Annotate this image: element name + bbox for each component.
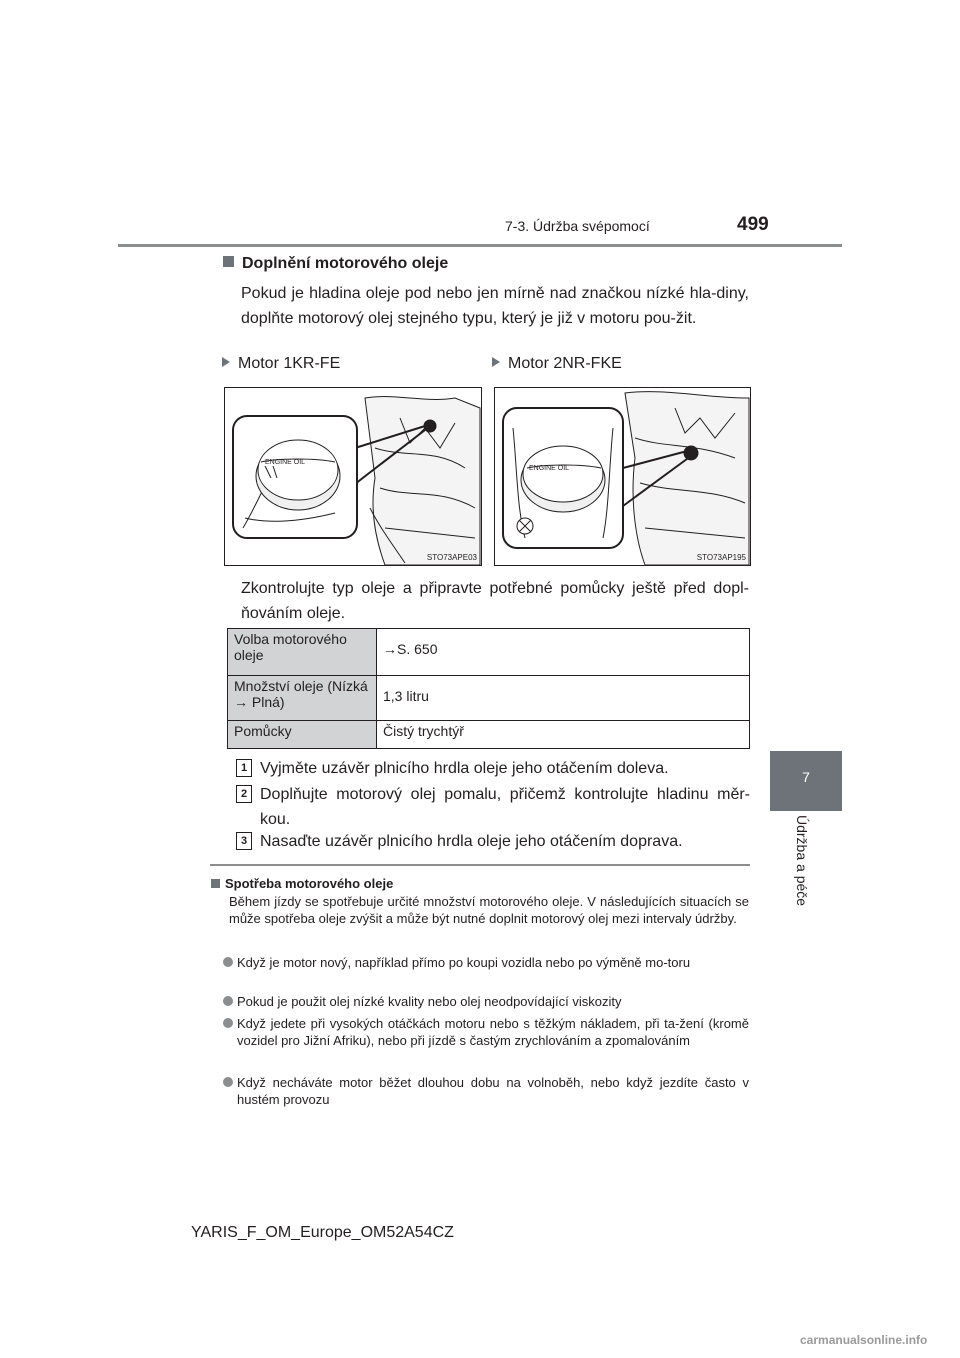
table-cell-value: →S. 650: [377, 629, 750, 676]
triangle-bullet-icon: [222, 357, 230, 367]
page-number: 499: [737, 214, 769, 235]
engine-figure-right: [494, 387, 751, 566]
engine-bay-illustration: [495, 388, 750, 565]
intro-paragraph: Pokud je hladina oleje pod nebo jen mírně nad značkou nízké hla-diny, doplňte motorový olej stejného typu, který je již v motoru pou-žit.: [241, 285, 749, 327]
section-heading: [223, 255, 448, 273]
table-cell-label: Volba motorového oleje: [228, 629, 377, 676]
section-title: 7-3. Údržba svépomocí: [505, 218, 650, 234]
list-item-text: Když jedete při vysokých otáčkách motoru nebo s těžkým nákladem, při ta-žení (kromě vozidel pro Jižní Afriku), nebo při jízdě s častým zrychlováním a zpomalováním: [237, 1016, 749, 1048]
table-cell-label: Pomůcky: [228, 721, 377, 749]
engine-label-left-text: Motor 1KR-FE: [238, 355, 341, 372]
step-text: Vyjměte uzávěr plnicího hrdla oleje jeho otáčením doleva.: [260, 760, 669, 777]
step-number: 3: [236, 832, 252, 850]
bullet-dot-icon: [223, 1077, 233, 1087]
chapter-title: Údržba a péče: [794, 815, 810, 907]
watermark: carmanualsonline.info: [800, 1333, 928, 1347]
list-item-text: Pokud je použit olej nízké kvality nebo olej neodpovídající viskozity: [237, 994, 622, 1009]
step-item: [236, 782, 750, 832]
figure-code-right: STO73AP195: [696, 553, 746, 562]
cap-label-left: ENGINE OIL: [265, 459, 306, 466]
step-text: Nasaďte uzávěr plnicího hrdla oleje jeho otáčením doprava.: [260, 833, 683, 850]
bullet-dot-icon: [223, 957, 233, 967]
bullet-dot-icon: [223, 1018, 233, 1028]
list-item: [223, 993, 749, 1010]
figure-code-left: STO73APE03: [426, 553, 477, 562]
list-item: [223, 1074, 749, 1108]
consumption-heading-text: Spotřeba motorového oleje: [225, 876, 394, 891]
table-cell-label: Množství oleje (Nízká → Plná): [228, 676, 377, 721]
engine-label-right-text: Motor 2NR-FKE: [508, 355, 622, 372]
section-heading-text: Doplnění motorového oleje: [242, 255, 449, 272]
triangle-bullet-icon: [492, 357, 500, 367]
engine-label-left: [222, 355, 340, 373]
consumption-heading: [211, 876, 393, 891]
square-bullet-icon: [211, 879, 220, 888]
step-number: 1: [236, 759, 252, 777]
list-item: [223, 1015, 749, 1049]
chapter-tab: [770, 751, 842, 811]
table-cell-value: Čistý trychtýř: [377, 721, 750, 749]
list-item: [223, 954, 749, 971]
step-number: 2: [236, 785, 252, 803]
engine-figure-left: [224, 387, 482, 566]
table-cell-value: 1,3 litru: [377, 676, 750, 721]
header-rule: [118, 244, 842, 247]
bullet-dot-icon: [223, 996, 233, 1006]
engine-label-right: [492, 355, 622, 373]
table-row: [228, 676, 750, 721]
chapter-number: 7: [802, 769, 810, 785]
document-code: YARIS_F_OM_Europe_OM52A54CZ: [191, 1224, 454, 1241]
table-row: [228, 721, 750, 749]
list-item-text: Když je motor nový, například přímo po koupi vozidla nebo po výměně mo-toru: [237, 955, 691, 970]
section-divider: [210, 864, 750, 866]
check-paragraph: Zkontrolujte typ oleje a připravte potřebné pomůcky ještě před dopl-ňováním oleje.: [241, 580, 749, 622]
cap-label-right: ENGINE OIL: [529, 465, 570, 472]
engine-bay-illustration: [225, 388, 481, 565]
table-row: [228, 629, 750, 676]
consumption-paragraph: Během jízdy se spotřebuje určité množství motorového oleje. V následujících situacích se může spotřeba oleje zvýšit a může být nutné doplnit motorový olej mezi intervaly údržby.: [229, 894, 749, 926]
oil-info-table: [227, 628, 750, 749]
step-item: [236, 756, 750, 781]
step-item: [236, 829, 750, 854]
square-bullet-icon: [223, 256, 234, 267]
list-item-text: Když necháváte motor běžet dlouhou dobu na volnoběh, nebo když jezdíte často v hustém provozu: [237, 1075, 749, 1107]
step-text: Doplňujte motorový olej pomalu, přičemž kontrolujte hladinu měr-kou.: [260, 786, 750, 828]
